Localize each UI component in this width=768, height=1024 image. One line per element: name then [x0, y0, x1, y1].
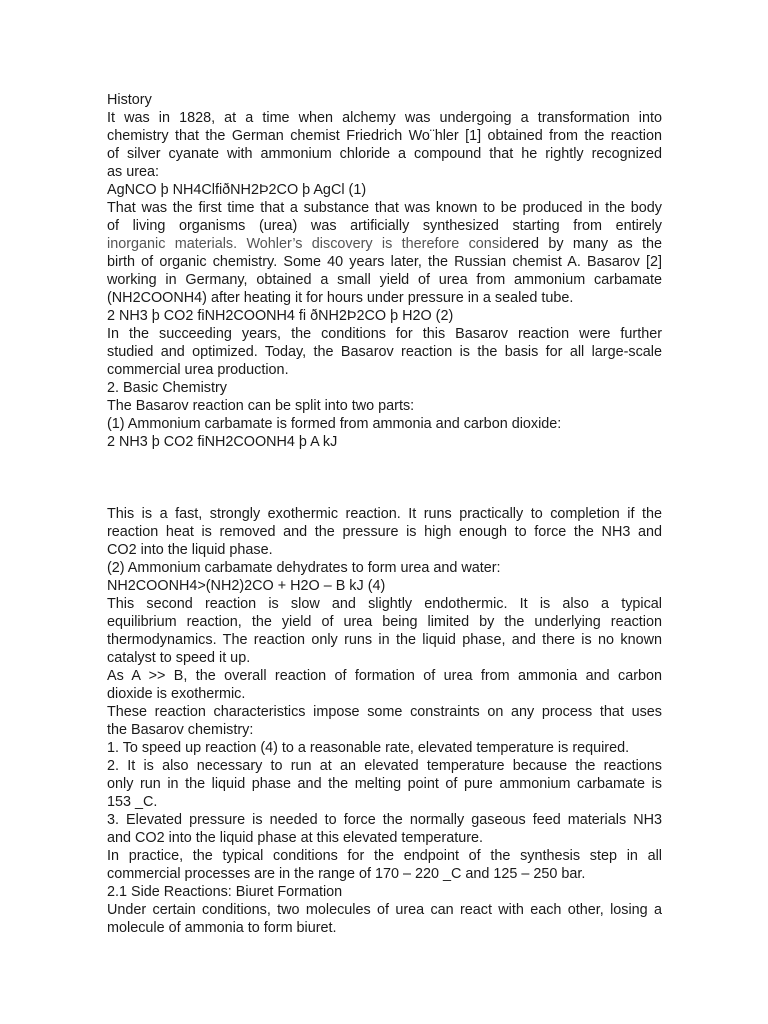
paragraph-line: These reaction characteristics impose some constraints on any process that uses: [107, 704, 662, 720]
paragraph-line: birth of organic chemistry. Some 40 years later, the Russian chemist A. Basarov [2]: [107, 254, 662, 270]
paragraph-line: reaction heat is removed and the pressure is high enough to force the NH3 and: [107, 524, 662, 540]
paragraph-line: of silver cyanate with ammonium chloride a compound that he rightly recognized: [107, 146, 662, 162]
paragraph-line: studied and optimized. Today, the Basarov reaction is the basis for all large-scale: [107, 344, 662, 360]
heading-history: History: [107, 92, 152, 108]
paragraph-line: This is a fast, strongly exothermic reaction. It runs practically to completion if the: [107, 506, 662, 522]
paragraph-line: As A >> B, the overall reaction of formation of urea from ammonia and carbon: [107, 668, 662, 684]
blank-space: [107, 451, 662, 505]
list-item-line: 153 _C.: [107, 794, 158, 810]
equation-3: 2 NH3 þ CO2 fiNH2COONH4 þ A kJ: [107, 434, 338, 450]
paragraph-line: dioxide is exothermic.: [107, 686, 246, 702]
equation-2: 2 NH3 þ CO2 fiNH2COONH4 fi ðNH2Þ2CO þ H2O (2): [107, 308, 454, 324]
heading-side-reactions: 2.1 Side Reactions: Biuret Formation: [107, 884, 343, 900]
paragraph-line: (2) Ammonium carbamate dehydrates to form urea and water:: [107, 560, 501, 576]
paragraph-line: (1) Ammonium carbamate is formed from ammonia and carbon dioxide:: [107, 416, 562, 432]
heading-basic-chemistry: 2. Basic Chemistry: [107, 380, 227, 396]
faded-text: inorganic materials. Wohler’s discovery is therefore consid: [107, 236, 511, 252]
paragraph-line: commercial processes are in the range of 170 – 220 _C and 125 – 250 bar.: [107, 866, 586, 882]
paragraph-line: The Basarov reaction can be split into two parts:: [107, 398, 415, 414]
paragraph-line: In practice, the typical conditions for the endpoint of the synthesis step in all: [107, 848, 662, 864]
paragraph-line: as urea:: [107, 164, 159, 180]
list-item-line: 3. Elevated pressure is needed to force the normally gaseous feed materials NH3: [107, 812, 662, 828]
text-continuation: ered by many as the: [510, 236, 662, 252]
paragraph-line: of living organisms (urea) was artificially synthesized starting from entirely: [107, 218, 662, 234]
document-page: [107, 91, 662, 937]
paragraph-line: molecule of ammonia to form biuret.: [107, 920, 337, 936]
paragraph-line: the Basarov chemistry:: [107, 722, 254, 738]
paragraph-line-mixed: [107, 235, 662, 253]
list-item-line: and CO2 into the liquid phase at this elevated temperature.: [107, 830, 483, 846]
paragraph-line: Under certain conditions, two molecules of urea can react with each other, losing a: [107, 902, 662, 918]
paragraph-line: catalyst to speed it up.: [107, 650, 251, 666]
list-item-line: 1. To speed up reaction (4) to a reasonable rate, elevated temperature is required.: [107, 740, 630, 756]
paragraph-line: CO2 into the liquid phase.: [107, 542, 273, 558]
paragraph-line: thermodynamics. The reaction only runs in the liquid phase, and there is no known: [107, 632, 662, 648]
paragraph-line: commercial urea production.: [107, 362, 289, 378]
equation-1: AgNCO þ NH4ClfiðNH2Þ2CO þ AgCl (1): [107, 182, 367, 198]
list-item-line: only run in the liquid phase and the melting point of pure ammonium carbamate is: [107, 776, 662, 792]
paragraph-line: That was the first time that a substance that was known to be produced in the body: [107, 200, 662, 216]
list-item-line: 2. It is also necessary to run at an elevated temperature because the reactions: [107, 758, 662, 774]
equation-4: NH2COONH4>(NH2)2CO + H2O – B kJ (4): [107, 578, 386, 594]
paragraph-line: chemistry that the German chemist Friedrich Wo¨hler [1] obtained from the reaction: [107, 128, 662, 144]
paragraph-line: In the succeeding years, the conditions for this Basarov reaction were further: [107, 326, 662, 342]
paragraph-line: It was in 1828, at a time when alchemy was undergoing a transformation into: [107, 110, 662, 126]
paragraph-line: equilibrium reaction, the yield of urea being limited by the underlying reaction: [107, 614, 662, 630]
paragraph-line: working in Germany, obtained a small yield of urea from ammonium carbamate: [107, 272, 662, 288]
paragraph-line: This second reaction is slow and slightly endothermic. It is also a typical: [107, 596, 662, 612]
paragraph-line: (NH2COONH4) after heating it for hours under pressure in a sealed tube.: [107, 290, 574, 306]
